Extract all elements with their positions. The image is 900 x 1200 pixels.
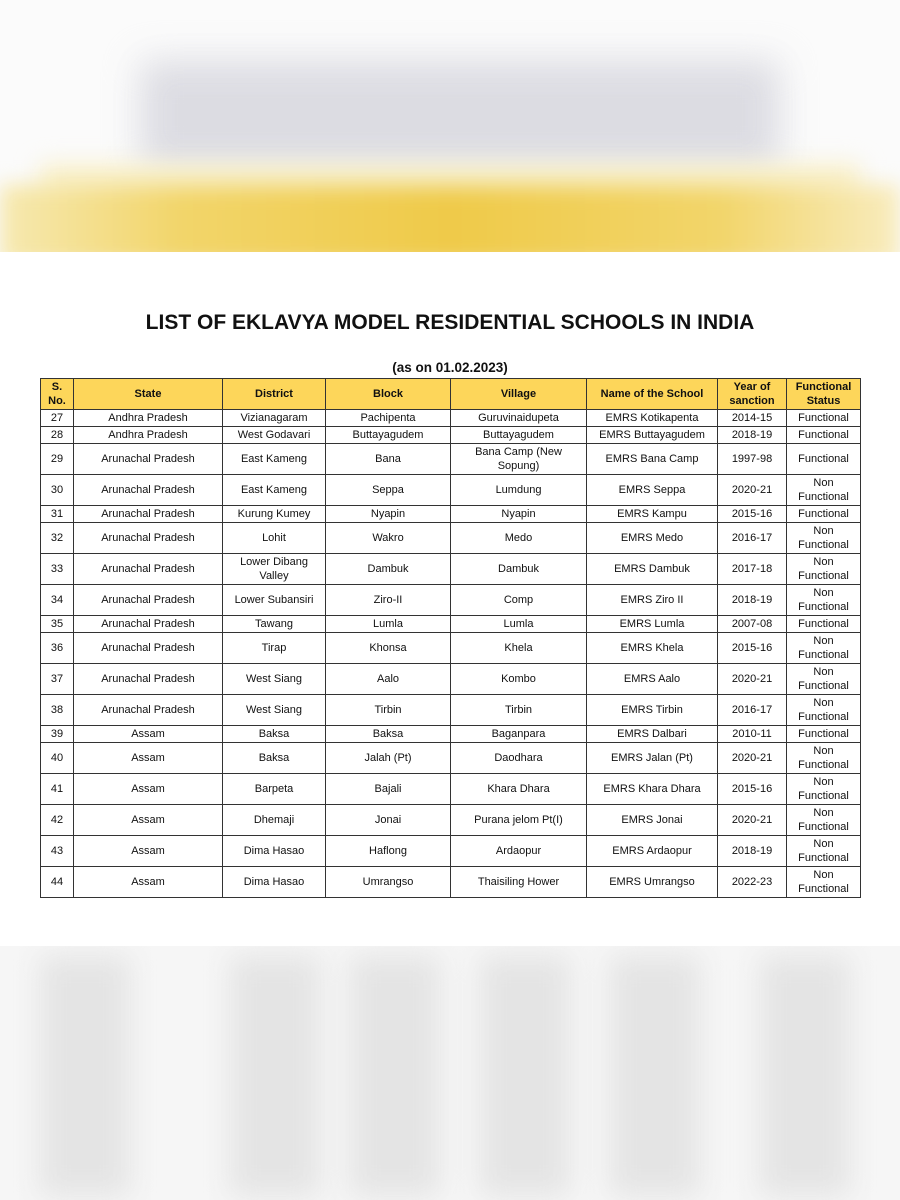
table-row [41,444,861,475]
cell-s-no: 34 [41,585,74,616]
cell-school-name: EMRS Ziro II [587,585,718,616]
cell-functional-status: Functional [787,427,861,444]
cell-s-no: 42 [41,805,74,836]
cell-state: Arunachal Pradesh [74,444,223,475]
cell-village: Baganpara [451,726,587,743]
table-row [41,695,861,726]
table-row [41,410,861,427]
cell-year-of-sanction: 2016-17 [718,523,787,554]
cell-school-name: EMRS Jonai [587,805,718,836]
cell-district: Lohit [223,523,326,554]
cell-s-no: 39 [41,726,74,743]
cell-district: East Kameng [223,444,326,475]
cell-school-name: EMRS Dalbari [587,726,718,743]
cell-block: Tirbin [326,695,451,726]
cell-s-no: 36 [41,633,74,664]
cell-functional-status: Non Functional [787,805,861,836]
cell-year-of-sanction: 2018-19 [718,585,787,616]
cell-block: Nyapin [326,506,451,523]
header-year-of-sanction: Year of sanction [718,379,787,410]
cell-district: Tawang [223,616,326,633]
cell-district: Lower Dibang Valley [223,554,326,585]
blurred-column [40,956,130,1196]
cell-village: Lumdung [451,475,587,506]
cell-block: Pachipenta [326,410,451,427]
cell-district: Tirap [223,633,326,664]
cell-block: Dambuk [326,554,451,585]
cell-block: Haflong [326,836,451,867]
cell-functional-status: Non Functional [787,774,861,805]
cell-year-of-sanction: 2020-21 [718,805,787,836]
cell-block: Ziro-II [326,585,451,616]
cell-s-no: 31 [41,506,74,523]
cell-state: Assam [74,774,223,805]
table-header-row [41,379,861,410]
document-subtitle: (as on 01.02.2023) [392,360,508,375]
cell-district: Baksa [223,743,326,774]
cell-year-of-sanction: 2015-16 [718,774,787,805]
header-s-no: S. No. [41,379,74,410]
cell-s-no: 33 [41,554,74,585]
cell-block: Aalo [326,664,451,695]
cell-block: Bana [326,444,451,475]
blurred-yellow-band [0,185,900,252]
table-row [41,743,861,774]
cell-year-of-sanction: 2016-17 [718,695,787,726]
cell-district: Kurung Kumey [223,506,326,523]
cell-year-of-sanction: 2017-18 [718,554,787,585]
cell-district: East Kameng [223,475,326,506]
cell-school-name: EMRS Jalan (Pt) [587,743,718,774]
cell-year-of-sanction: 1997-98 [718,444,787,475]
cell-village: Kombo [451,664,587,695]
cell-state: Arunachal Pradesh [74,585,223,616]
cell-district: Vizianagaram [223,410,326,427]
cell-block: Wakro [326,523,451,554]
document-title: LIST OF EKLAVYA MODEL RESIDENTIAL SCHOOLS IN INDIA [145,311,755,334]
cell-functional-status: Non Functional [787,867,861,898]
table-row [41,664,861,695]
cell-school-name: EMRS Aalo [587,664,718,695]
cell-functional-status: Non Functional [787,695,861,726]
cell-functional-status: Non Functional [787,554,861,585]
cell-s-no: 37 [41,664,74,695]
cell-village: Khela [451,633,587,664]
table-body [41,410,861,898]
cell-village: Bana Camp (New Sopung) [451,444,587,475]
cell-year-of-sanction: 2014-15 [718,410,787,427]
cell-block: Baksa [326,726,451,743]
cell-s-no: 44 [41,867,74,898]
cell-village: Tirbin [451,695,587,726]
cell-functional-status: Non Functional [787,523,861,554]
cell-village: Nyapin [451,506,587,523]
cell-district: West Siang [223,695,326,726]
schools-table [40,378,861,898]
cell-village: Daodhara [451,743,587,774]
cell-block: Khonsa [326,633,451,664]
cell-school-name: EMRS Ardaopur [587,836,718,867]
cell-block: Jonai [326,805,451,836]
cell-school-name: EMRS Buttayagudem [587,427,718,444]
cell-block: Buttayagudem [326,427,451,444]
cell-block: Seppa [326,475,451,506]
blurred-grey-band [140,60,780,170]
cell-s-no: 30 [41,475,74,506]
cell-village: Dambuk [451,554,587,585]
cell-state: Andhra Pradesh [74,427,223,444]
cell-functional-status: Functional [787,444,861,475]
cell-block: Lumla [326,616,451,633]
blurred-header-banner [0,0,900,252]
cell-year-of-sanction: 2020-21 [718,743,787,774]
cell-village: Purana jelom Pt(I) [451,805,587,836]
cell-functional-status: Non Functional [787,475,861,506]
cell-school-name: EMRS Dambuk [587,554,718,585]
blurred-footer [0,946,900,1200]
cell-functional-status: Functional [787,506,861,523]
cell-s-no: 27 [41,410,74,427]
cell-block: Bajali [326,774,451,805]
cell-functional-status: Functional [787,410,861,427]
cell-s-no: 38 [41,695,74,726]
blurred-column [230,956,320,1196]
cell-block: Umrangso [326,867,451,898]
cell-state: Arunachal Pradesh [74,506,223,523]
cell-year-of-sanction: 2022-23 [718,867,787,898]
cell-functional-status: Non Functional [787,633,861,664]
cell-year-of-sanction: 2020-21 [718,475,787,506]
table-row [41,475,861,506]
header-state: State [74,379,223,410]
table-row [41,726,861,743]
cell-year-of-sanction: 2007-08 [718,616,787,633]
table-row [41,523,861,554]
cell-year-of-sanction: 2015-16 [718,506,787,523]
cell-state: Arunachal Pradesh [74,664,223,695]
cell-school-name: EMRS Kotikapenta [587,410,718,427]
cell-year-of-sanction: 2020-21 [718,664,787,695]
header-functional-status: Functional Status [787,379,861,410]
header-village: Village [451,379,587,410]
cell-year-of-sanction: 2018-19 [718,427,787,444]
cell-district: Lower Subansiri [223,585,326,616]
cell-village: Buttayagudem [451,427,587,444]
cell-s-no: 43 [41,836,74,867]
table-row [41,554,861,585]
cell-state: Arunachal Pradesh [74,695,223,726]
cell-year-of-sanction: 2010-11 [718,726,787,743]
cell-village: Lumla [451,616,587,633]
table-row [41,616,861,633]
header-school-name: Name of the School [587,379,718,410]
cell-school-name: EMRS Bana Camp [587,444,718,475]
cell-functional-status: Non Functional [787,664,861,695]
cell-village: Khara Dhara [451,774,587,805]
cell-school-name: EMRS Khara Dhara [587,774,718,805]
cell-school-name: EMRS Khela [587,633,718,664]
cell-district: Barpeta [223,774,326,805]
table-row [41,427,861,444]
cell-district: Dima Hasao [223,836,326,867]
blurred-column [760,956,850,1196]
cell-state: Assam [74,743,223,774]
cell-school-name: EMRS Umrangso [587,867,718,898]
cell-state: Assam [74,867,223,898]
cell-village: Comp [451,585,587,616]
cell-village: Guruvinaidupeta [451,410,587,427]
cell-s-no: 41 [41,774,74,805]
cell-functional-status: Non Functional [787,585,861,616]
cell-district: Dima Hasao [223,867,326,898]
table-row [41,836,861,867]
table-row [41,867,861,898]
table-row [41,774,861,805]
cell-year-of-sanction: 2018-19 [718,836,787,867]
table-row [41,506,861,523]
cell-s-no: 35 [41,616,74,633]
cell-district: Baksa [223,726,326,743]
cell-village: Medo [451,523,587,554]
cell-functional-status: Non Functional [787,743,861,774]
cell-school-name: EMRS Kampu [587,506,718,523]
cell-s-no: 40 [41,743,74,774]
blurred-column [610,956,700,1196]
cell-s-no: 28 [41,427,74,444]
cell-state: Andhra Pradesh [74,410,223,427]
cell-state: Arunachal Pradesh [74,554,223,585]
table-row [41,633,861,664]
header-district: District [223,379,326,410]
cell-state: Assam [74,805,223,836]
cell-state: Arunachal Pradesh [74,475,223,506]
cell-s-no: 32 [41,523,74,554]
cell-village: Ardaopur [451,836,587,867]
cell-state: Assam [74,836,223,867]
cell-school-name: EMRS Medo [587,523,718,554]
cell-state: Assam [74,726,223,743]
cell-village: Thaisiling Hower [451,867,587,898]
cell-s-no: 29 [41,444,74,475]
header-block: Block [326,379,451,410]
cell-block: Jalah (Pt) [326,743,451,774]
cell-functional-status: Functional [787,616,861,633]
cell-school-name: EMRS Lumla [587,616,718,633]
blurred-column [480,956,570,1196]
cell-functional-status: Functional [787,726,861,743]
cell-state: Arunachal Pradesh [74,633,223,664]
table-row [41,585,861,616]
cell-state: Arunachal Pradesh [74,616,223,633]
table-row [41,805,861,836]
cell-state: Arunachal Pradesh [74,523,223,554]
cell-year-of-sanction: 2015-16 [718,633,787,664]
cell-functional-status: Non Functional [787,836,861,867]
cell-district: Dhemaji [223,805,326,836]
cell-district: West Godavari [223,427,326,444]
blurred-column [350,956,440,1196]
cell-school-name: EMRS Tirbin [587,695,718,726]
cell-district: West Siang [223,664,326,695]
cell-school-name: EMRS Seppa [587,475,718,506]
